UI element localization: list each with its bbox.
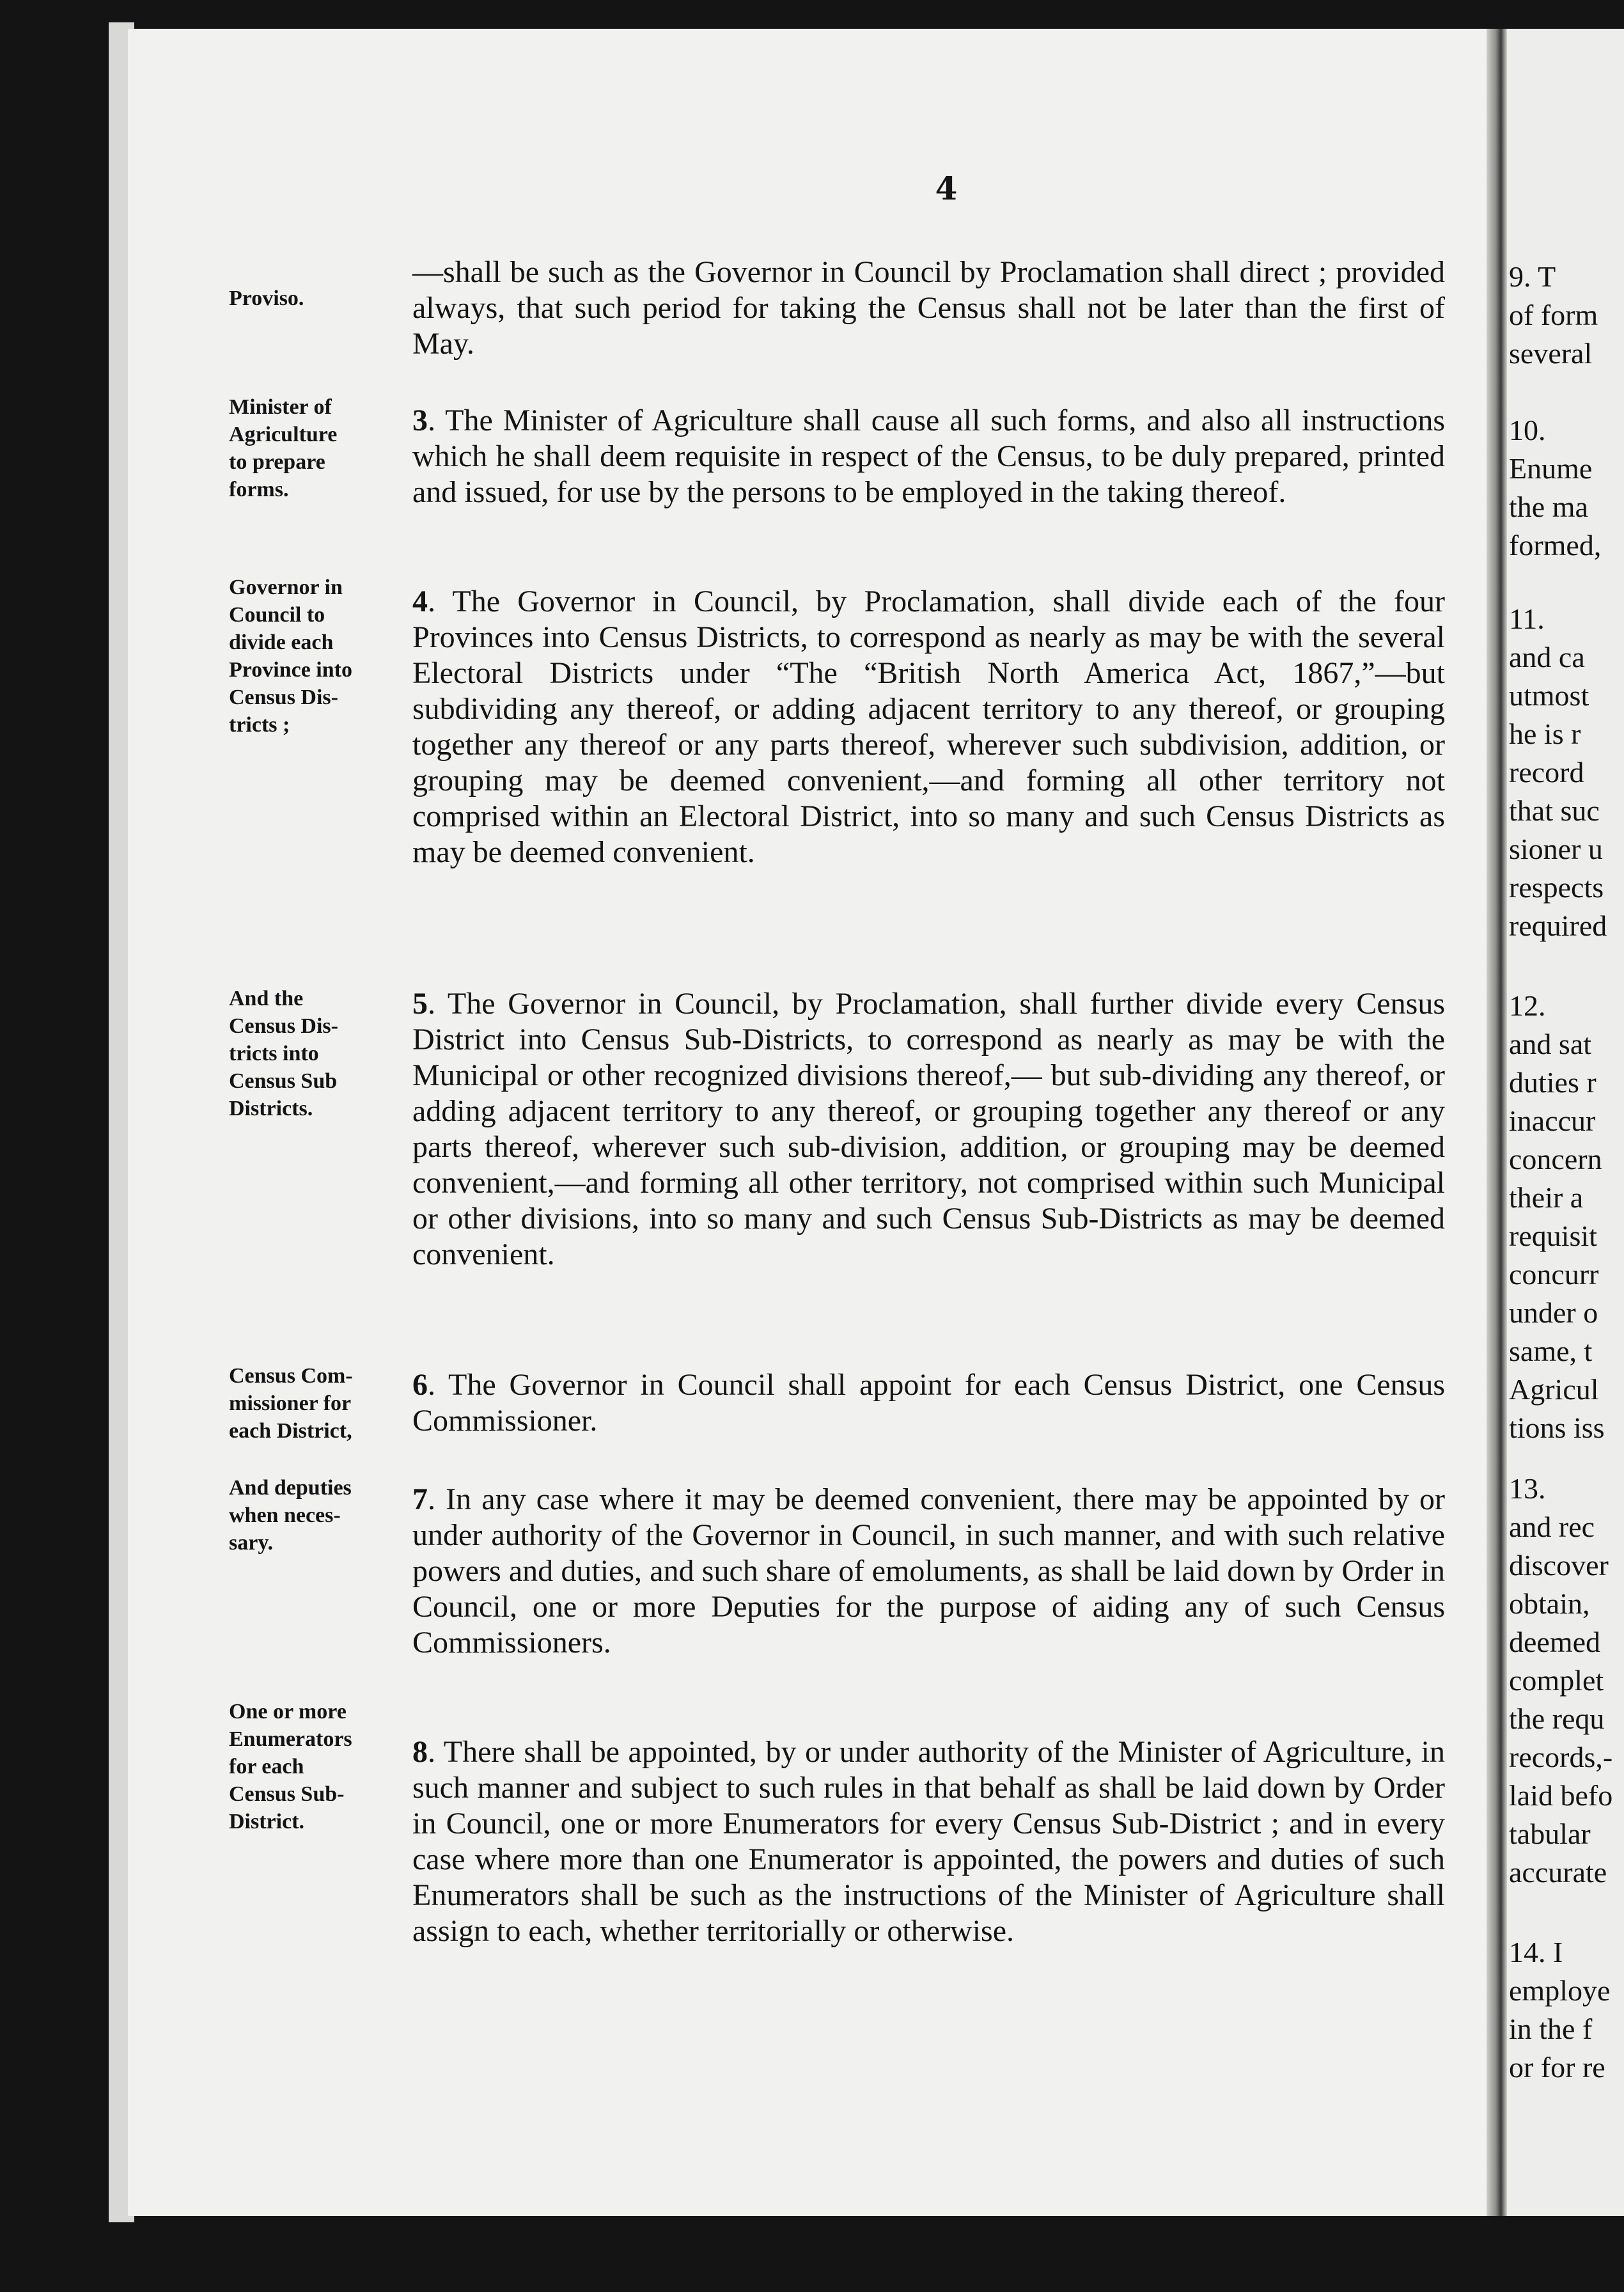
facing-page-line: required <box>1509 909 1607 942</box>
facing-page-line: of form <box>1509 299 1598 331</box>
margin-note-proviso: Proviso. <box>229 286 304 310</box>
paragraph-proviso: —shall be such as the Governor in Council by Proclamation shall direct ; provided always, that such period for taking the Census shall not be later than the first of May. <box>412 255 1445 361</box>
facing-page-line: same, t <box>1509 1335 1593 1367</box>
facing-page-line: accurate <box>1509 1856 1607 1888</box>
facing-page-line: tions iss <box>1509 1411 1605 1444</box>
facing-page-line: duties r <box>1509 1066 1597 1099</box>
facing-page-line: that suc <box>1509 794 1600 827</box>
facing-page-line: respects <box>1509 871 1604 904</box>
facing-page-line: 10. <box>1509 414 1546 446</box>
paragraph-6: 6. The Governor in Council shall appoint for each Census District, one Census Commissioner. <box>412 1368 1445 1438</box>
facing-page-line: 9. T <box>1509 260 1556 293</box>
facing-page-line: 11. <box>1509 602 1545 635</box>
margin-note-enumerators: One or more Enumerators for each Census Sub- District. <box>229 1700 352 1833</box>
facing-page-line: deemed <box>1509 1626 1601 1658</box>
facing-page-line: or for re <box>1509 2051 1605 2084</box>
facing-page-line: under o <box>1509 1296 1598 1329</box>
margin-note-deputies: And deputies when neces- sary. <box>229 1476 352 1555</box>
facing-page-line: 14. I <box>1509 1936 1563 1968</box>
facing-page-line: 13. <box>1509 1472 1546 1505</box>
facing-page-line: concern <box>1509 1143 1602 1175</box>
facing-page-line: record <box>1509 756 1584 789</box>
facing-page-line: sioner u <box>1509 833 1603 865</box>
paragraph-3: 3. The Minister of Agriculture shall cause all such forms, and also all instructions which he shall deem requisite in respect of the Census, to be duly prepared, printed and issued, for use by the persons to be employed in the taking thereof. <box>412 404 1445 509</box>
facing-page-line: and rec <box>1509 1511 1595 1543</box>
margin-note-commissioner: Census Com- missioner for each District, <box>229 1364 353 1443</box>
facing-page-line: records,- <box>1509 1741 1613 1773</box>
facing-page-line: 12. <box>1509 989 1546 1022</box>
facing-page-line: inaccur <box>1509 1104 1596 1137</box>
facing-page-line: obtain, <box>1509 1587 1590 1620</box>
facing-page-line: employe <box>1509 1974 1611 2007</box>
facing-page-line: and ca <box>1509 641 1585 673</box>
facing-page-line: in the f <box>1509 2013 1593 2045</box>
facing-page-line: complet <box>1509 1664 1604 1697</box>
facing-page-line: Agricul <box>1509 1373 1599 1406</box>
page-number: 4 <box>935 169 958 207</box>
facing-page-line: the ma <box>1509 491 1588 523</box>
facing-page-line: he is r <box>1509 718 1581 750</box>
facing-page-line: their a <box>1509 1181 1584 1214</box>
facing-page-line: requisit <box>1509 1220 1597 1252</box>
facing-page-line: discover <box>1509 1549 1609 1582</box>
margin-note-census-districts: Governor in Council to divide each Province into Census Dis- tricts ; <box>229 576 352 737</box>
facing-page-line: laid befo <box>1509 1779 1613 1812</box>
margin-note-sub-districts: And the Census Dis- tricts into Census Sub Districts. <box>229 987 338 1120</box>
paragraph-7: 7. In any case where it may be deemed convenient, there may be appointed by or under authority of the Governor in Council, in such manner, and with such relative powers and duties, and such share of emoluments, as shall be laid down by Order in Council, one or more Deputies for the purpose of aiding any of such Census Commissioners. <box>412 1482 1445 1660</box>
paragraph-8: 8. There shall be appointed, by or under authority of the Minister of Agriculture, in such manner and subject to such rules in that behalf as shall be laid down by Order in Council, one or more Enumerators for every Census Sub-District ; and in every case where more than one Enumerator is appointed, the powers and duties of such Enumerators shall be such as the instructions of the Minister of Agriculture shall assign to each, whether territorially or otherwise. <box>412 1735 1445 1948</box>
facing-page-line: concurr <box>1509 1258 1599 1291</box>
paragraph-4: 4. The Governor in Council, by Proclamation, shall divide each of the four Provinces into Census Districts, to correspond as nearly as may be with the several Electoral Districts under “The “British North America Act, 1867,”—but subdividing any thereof, or adding adjacent territory to any thereof, or grouping together any thereof or any parts thereof, wherever such subdivision, addition, or grouping may be deemed convenient,—and forming all other territory not comprised within an Electoral District, into so many and such Census Districts as may be deemed convenient. <box>412 585 1445 869</box>
facing-page-line: Enume <box>1509 452 1593 485</box>
margin-note-minister: Minister of Agriculture to prepare forms. <box>229 395 338 501</box>
facing-page-line: the requ <box>1509 1702 1605 1735</box>
facing-page-line: utmost <box>1509 679 1589 712</box>
facing-page-line: formed, <box>1509 529 1602 561</box>
facing-page-line: several <box>1509 337 1593 370</box>
facing-page-line: tabular <box>1509 1817 1591 1850</box>
page-fold <box>1487 29 1507 2216</box>
facing-page-line: and sat <box>1509 1028 1592 1060</box>
paragraph-5: 5. The Governor in Council, by Proclamation, shall further divide every Census District into Census Sub-Districts, to correspond as nearly as may be with the Municipal or other recognized divisions thereof,— but sub-dividing any thereof, or adding adjacent territory to any thereof, or grouping together any thereof or any parts thereof, wherever such sub-division, addition, or grouping may be deemed convenient,—and forming all other territory, not comprised within such Municipal or other divisions, into so many and such Census Sub-Districts as may be deemed convenient. <box>412 987 1445 1271</box>
